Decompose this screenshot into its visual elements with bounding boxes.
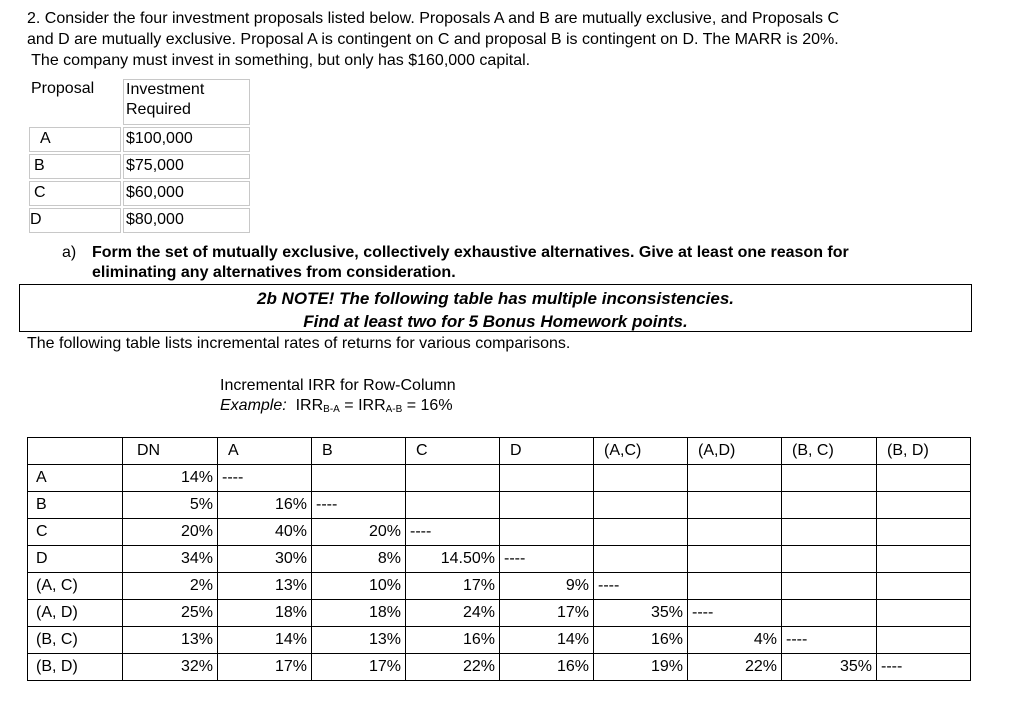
irr-cell <box>877 465 971 492</box>
irr-row-label: B <box>28 492 123 519</box>
proposals-table <box>27 77 252 235</box>
bonus-note-box <box>19 284 972 332</box>
irr-cell <box>406 492 500 519</box>
irr-cell: 16% <box>500 654 594 681</box>
proposal-header: Proposal <box>31 80 95 97</box>
irr-cell: 13% <box>123 627 218 654</box>
irr-column-header: D <box>500 438 594 465</box>
irr-cell <box>782 573 877 600</box>
irr-cell <box>594 519 688 546</box>
irr-cell <box>688 546 782 573</box>
irr-caption-line-1: Incremental IRR for Row-Column <box>220 377 456 394</box>
irr-cell: 34% <box>123 546 218 573</box>
irr-column-header: DN <box>123 438 218 465</box>
irr-cell: ---- <box>877 654 971 681</box>
question-a-label: a) <box>62 244 77 261</box>
proposal-name: A <box>29 127 121 152</box>
irr-cell: 24% <box>406 600 500 627</box>
irr-cell: 5% <box>123 492 218 519</box>
irr-row <box>28 519 971 546</box>
irr-row-label: (B, C) <box>28 627 123 654</box>
irr-cell <box>877 492 971 519</box>
proposal-amount: $75,000 <box>123 154 250 179</box>
irr-cell <box>782 546 877 573</box>
irr-cell: 17% <box>500 600 594 627</box>
intro-line-1: 2. Consider the four investment proposals listed below. Proposals A and B are mutually exclusive, and Proposals C <box>27 10 839 27</box>
irr-cell: 2% <box>123 573 218 600</box>
irr-cell: 16% <box>406 627 500 654</box>
irr-cell <box>688 519 782 546</box>
irr-cell <box>594 546 688 573</box>
irr-cell: 35% <box>782 654 877 681</box>
proposal-amount: $80,000 <box>123 208 250 233</box>
irr-cell <box>782 465 877 492</box>
irr-cell: 9% <box>500 573 594 600</box>
question-a-line-1: Form the set of mutually exclusive, collectively exhaustive alternatives. Give at least one reason for <box>92 244 849 261</box>
irr-example: Example: $IRR_{B-A} = IRR_{A-B} = 16\%$ <box>220 397 453 415</box>
irr-cell <box>877 600 971 627</box>
bonus-note-line-2: Find at least two for 5 Bonus Homework points. <box>303 312 688 331</box>
irr-cell: 8% <box>312 546 406 573</box>
irr-cell: 22% <box>406 654 500 681</box>
irr-row <box>28 546 971 573</box>
irr-cell: 20% <box>312 519 406 546</box>
irr-cell: 18% <box>218 600 312 627</box>
irr-cell <box>500 519 594 546</box>
irr-example-tail: = 16% <box>402 397 453 414</box>
irr-row <box>28 654 971 681</box>
irr-cell <box>782 519 877 546</box>
irr-row <box>28 465 971 492</box>
irr-row-label: (A, C) <box>28 573 123 600</box>
irr-row <box>28 627 971 654</box>
irr-cell: 14.50% <box>406 546 500 573</box>
irr-cell <box>406 465 500 492</box>
irr-cell <box>688 492 782 519</box>
irr-example-sub2: A-B <box>385 404 403 415</box>
proposal-row <box>29 154 250 179</box>
irr-cell: 20% <box>123 519 218 546</box>
investment-header-line-1: Investment <box>126 81 205 98</box>
irr-cell <box>877 627 971 654</box>
question-a <box>62 243 962 285</box>
irr-row <box>28 600 971 627</box>
proposal-row <box>29 208 250 233</box>
irr-cell: 10% <box>312 573 406 600</box>
irr-example-irr1: IRR <box>295 397 324 414</box>
irr-cell <box>688 465 782 492</box>
irr-row-label: (B, D) <box>28 654 123 681</box>
irr-cell: 13% <box>218 573 312 600</box>
irr-column-header: (B, C) <box>782 438 877 465</box>
investment-header <box>123 79 250 125</box>
irr-cell <box>877 519 971 546</box>
proposal-name: D <box>29 208 121 233</box>
proposal-row <box>29 181 250 206</box>
irr-header-row <box>28 438 971 465</box>
question-a-line-2: eliminating any alternatives from consideration. <box>92 264 456 281</box>
irr-cell <box>877 573 971 600</box>
irr-cell: 25% <box>123 600 218 627</box>
irr-cell <box>594 465 688 492</box>
bonus-note-line-1: 2b NOTE! The following table has multiple inconsistencies. <box>256 289 734 308</box>
irr-row-label: A <box>28 465 123 492</box>
irr-cell: 17% <box>312 654 406 681</box>
irr-row-label: (A, D) <box>28 600 123 627</box>
proposal-name: B <box>29 154 121 179</box>
irr-corner-cell <box>28 438 123 465</box>
irr-column-header: A <box>218 438 312 465</box>
irr-cell: 13% <box>312 627 406 654</box>
irr-example-eq: = IRR <box>339 397 386 414</box>
irr-cell: ---- <box>312 492 406 519</box>
irr-cell: ---- <box>406 519 500 546</box>
irr-cell: 14% <box>218 627 312 654</box>
irr-cell: 22% <box>688 654 782 681</box>
proposal-row <box>29 127 250 152</box>
irr-cell <box>782 492 877 519</box>
irr-row-label: C <box>28 519 123 546</box>
irr-column-header: B <box>312 438 406 465</box>
table-description: The following table lists incremental rates of returns for various comparisons. <box>27 335 571 352</box>
irr-cell <box>500 492 594 519</box>
irr-cell: 18% <box>312 600 406 627</box>
proposal-amount: $60,000 <box>123 181 250 206</box>
irr-cell: ---- <box>782 627 877 654</box>
irr-cell: ---- <box>688 600 782 627</box>
irr-column-header: (A,C) <box>594 438 688 465</box>
irr-row <box>28 573 971 600</box>
irr-cell: 30% <box>218 546 312 573</box>
irr-row-label: D <box>28 546 123 573</box>
irr-cell: 35% <box>594 600 688 627</box>
irr-column-header: (A,D) <box>688 438 782 465</box>
irr-cell <box>782 600 877 627</box>
irr-cell: 16% <box>594 627 688 654</box>
irr-cell <box>500 465 594 492</box>
irr-cell <box>877 546 971 573</box>
irr-cell: 32% <box>123 654 218 681</box>
irr-cell <box>688 573 782 600</box>
irr-cell <box>312 465 406 492</box>
irr-example-label: Example <box>220 397 283 414</box>
investment-header-line-2: Required <box>126 101 191 118</box>
irr-cell: 14% <box>123 465 218 492</box>
irr-cell: 14% <box>500 627 594 654</box>
irr-example-sub1: B-A <box>323 404 340 415</box>
question-a-text <box>92 243 849 283</box>
proposal-name: C <box>29 181 121 206</box>
irr-cell: 16% <box>218 492 312 519</box>
intro-line-2: and D are mutually exclusive. Proposal A is contingent on C and proposal B is contingent on D. The MARR is 20%. <box>27 31 839 48</box>
irr-cell: 4% <box>688 627 782 654</box>
intro-line-3: The company must invest in something, but only has $160,000 capital. <box>27 52 531 69</box>
proposal-amount: $100,000 <box>123 127 250 152</box>
irr-caption <box>220 376 456 420</box>
irr-cell: 17% <box>406 573 500 600</box>
irr-cell: ---- <box>218 465 312 492</box>
irr-row <box>28 492 971 519</box>
irr-cell: 19% <box>594 654 688 681</box>
irr-column-header: C <box>406 438 500 465</box>
irr-cell: ---- <box>594 573 688 600</box>
irr-cell <box>594 492 688 519</box>
incremental-irr-table <box>27 437 971 681</box>
irr-cell: ---- <box>500 546 594 573</box>
problem-intro <box>27 8 987 71</box>
irr-column-header: (B, D) <box>877 438 971 465</box>
irr-cell: 17% <box>218 654 312 681</box>
irr-cell: 40% <box>218 519 312 546</box>
